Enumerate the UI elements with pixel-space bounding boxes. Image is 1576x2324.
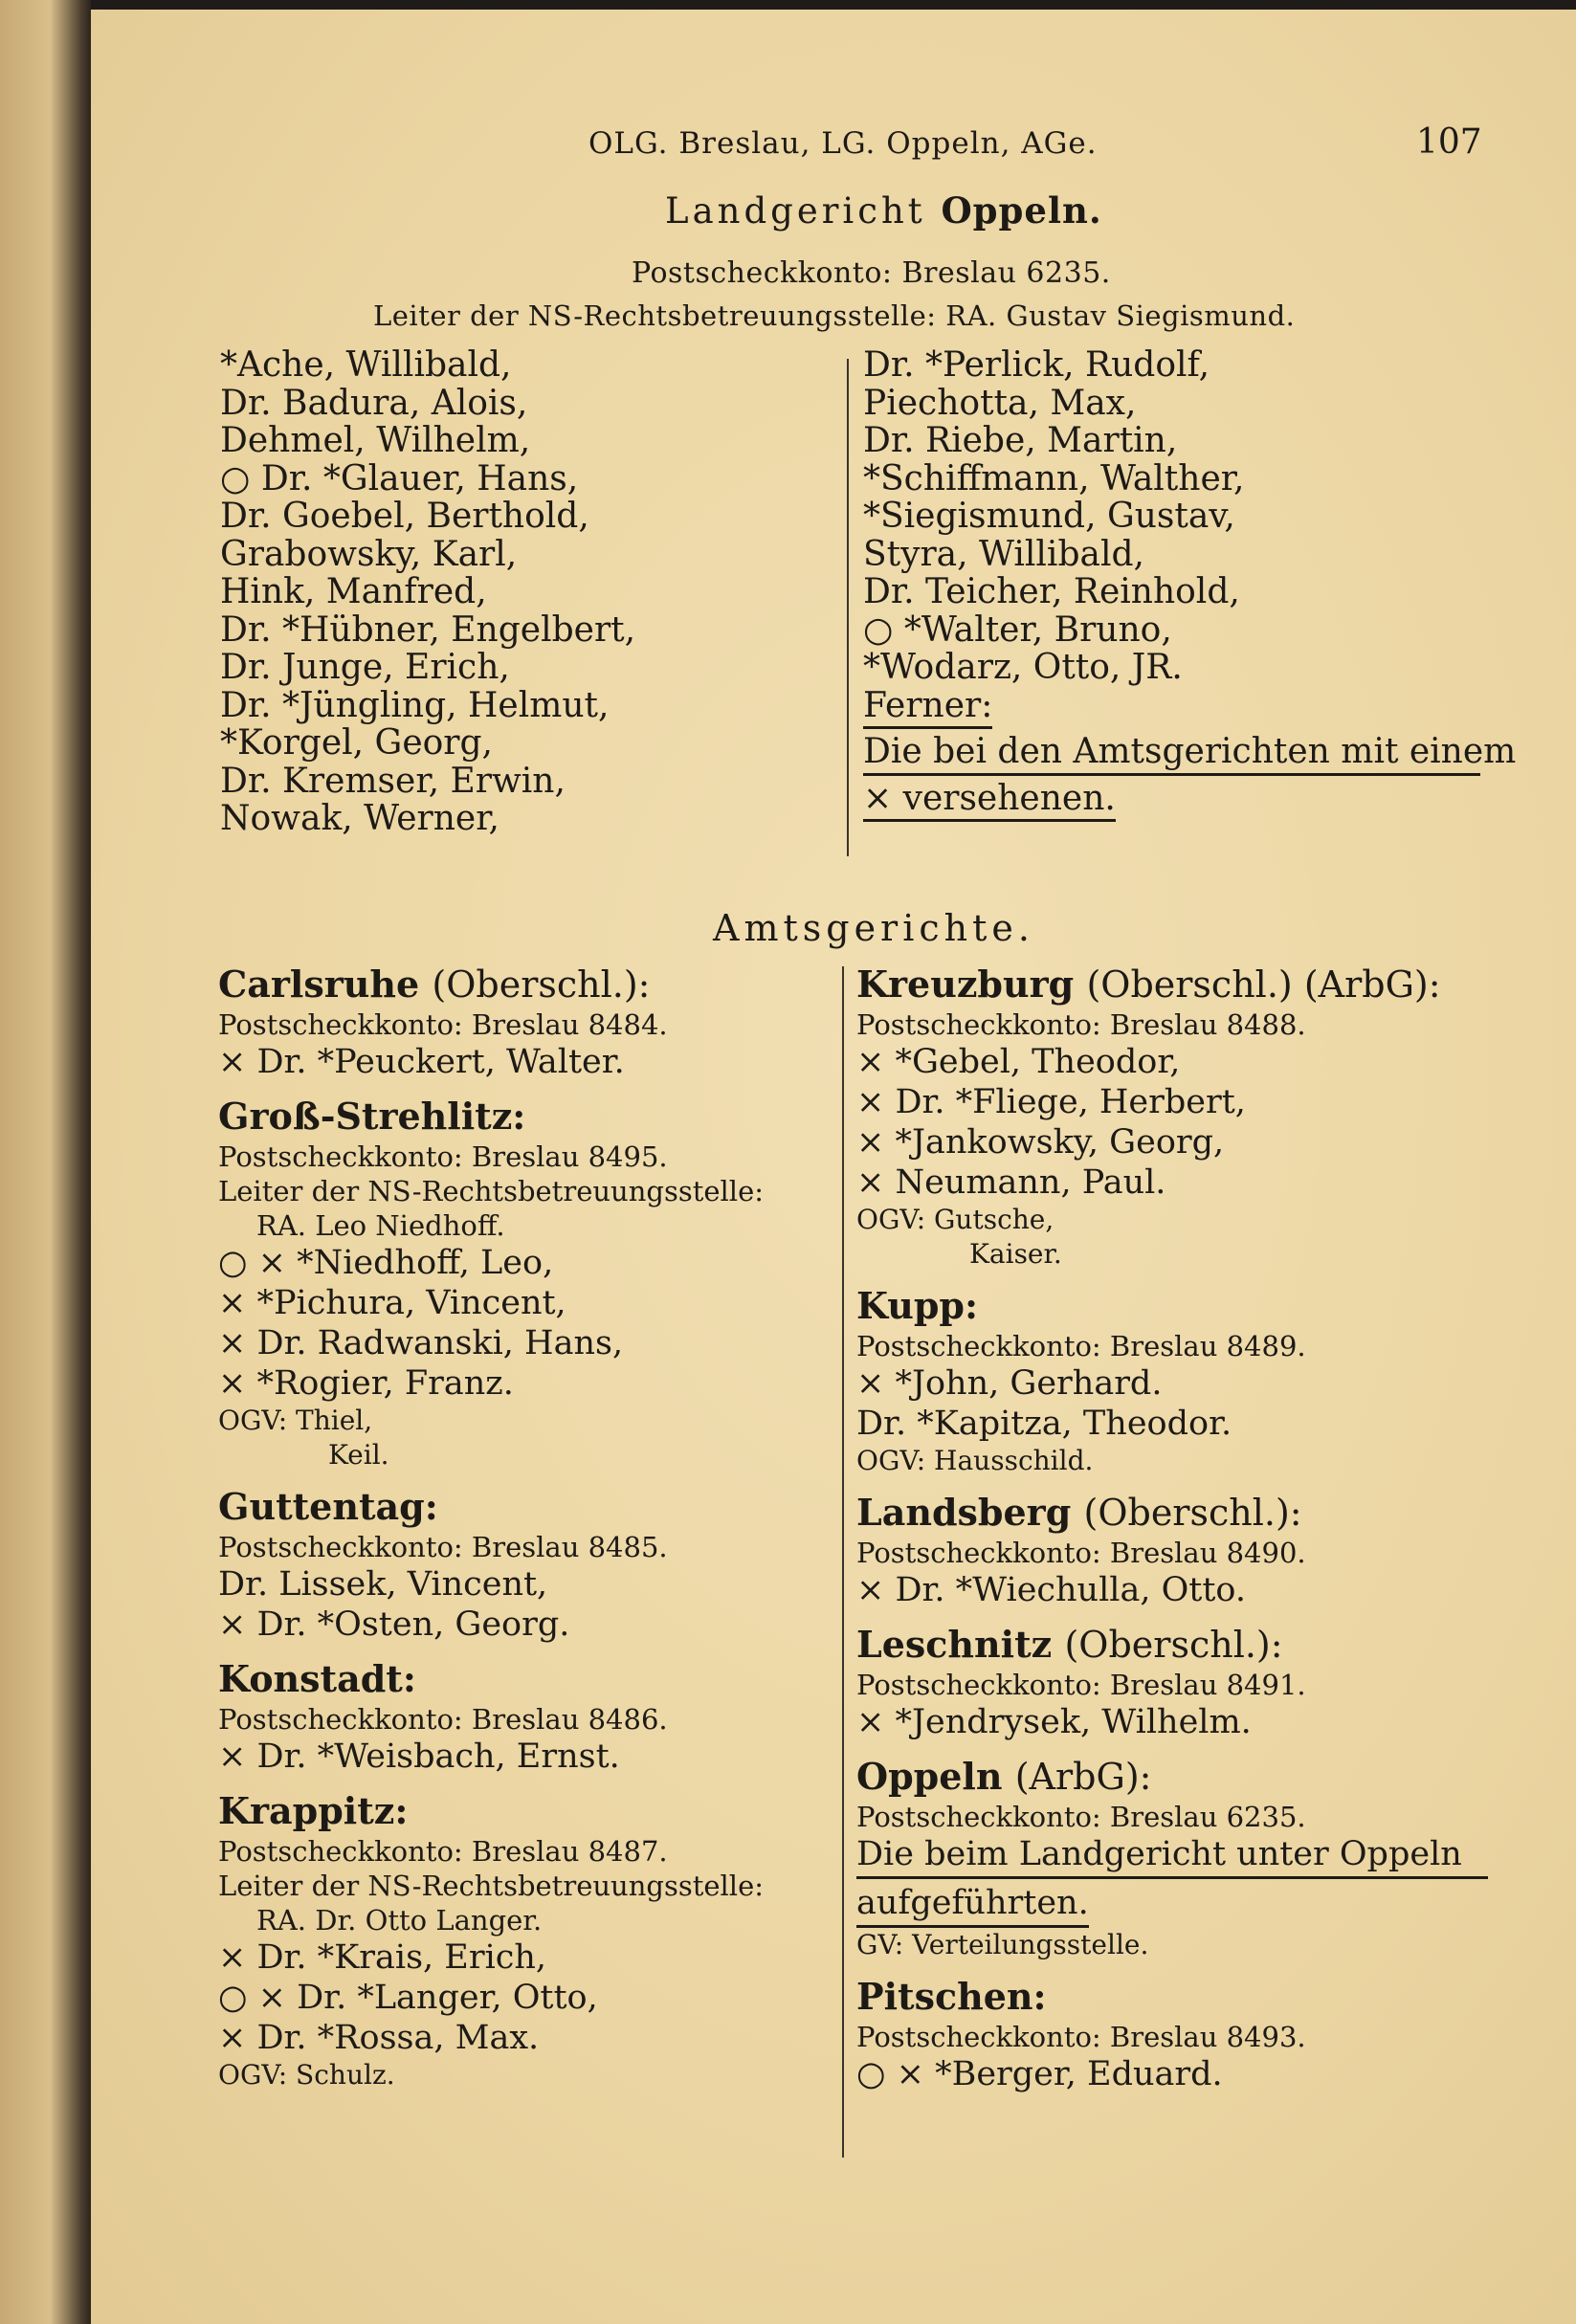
- court-name: Guttentag:: [218, 1485, 438, 1528]
- list-item: Dr. Lissek, Vincent,: [218, 1565, 548, 1604]
- landgericht-title-place: Oppeln.: [941, 189, 1102, 232]
- landgericht-right-column: [863, 345, 1517, 822]
- list-item: ○ Dr. *Glauer, Hans,: [220, 458, 579, 498]
- column-divider: [842, 966, 844, 2158]
- list-item: × Dr. *Rossa, Max.: [218, 2019, 540, 2057]
- postscheck: Postscheckkonto: Breslau 8486.: [218, 1703, 668, 1736]
- oppeln-note-line-2: aufgeführten.: [856, 1883, 1089, 1928]
- amtsgerichte-title: Amtsgerichte.: [713, 907, 1034, 949]
- court-name: Kreuzburg: [856, 963, 1075, 1006]
- list-item: Dr. Kremser, Erwin,: [220, 761, 566, 801]
- ogv: OGV: Thiel,: [218, 1405, 373, 1436]
- ogv-continued: Kaiser.: [969, 1238, 1062, 1270]
- list-item: × *Rogier, Franz.: [218, 1364, 514, 1403]
- court-oppeln: [856, 1754, 1488, 1800]
- list-item: × Dr. *Krais, Erich,: [218, 1938, 547, 1977]
- list-item: × Dr. Radwanski, Hans,: [218, 1324, 624, 1362]
- list-item: *Schiffmann, Walther,: [863, 458, 1245, 498]
- oppeln-note-line-1: Die beim Landgericht unter Oppeln: [856, 1834, 1488, 1879]
- landgericht-title: [665, 189, 1102, 232]
- ogv: OGV: Hausschild.: [856, 1445, 1094, 1476]
- postscheck: Postscheckkonto: Breslau 8490.: [856, 1537, 1306, 1569]
- court-name: Landsberg: [856, 1491, 1072, 1534]
- list-item: *Korgel, Georg,: [220, 723, 493, 763]
- list-item: ○ × Dr. *Langer, Otto,: [218, 1979, 598, 2017]
- court-pitschen: [856, 1974, 1488, 2020]
- postscheck: Postscheckkonto: Breslau 6235.: [856, 1801, 1306, 1833]
- list-item: Dr. *Hübner, Engelbert,: [220, 609, 636, 650]
- postscheck: Postscheckkonto: Breslau 8489.: [856, 1330, 1306, 1362]
- ferner-line-2: × versehenen.: [863, 780, 1116, 823]
- list-item: Dr. Goebel, Berthold,: [220, 497, 589, 536]
- list-item: Nowak, Werner,: [220, 799, 499, 838]
- court-carlsruhe: [218, 962, 840, 1007]
- list-item: × *Jankowsky, Georg,: [856, 1123, 1225, 1162]
- court-krappitz: [218, 1788, 840, 1834]
- list-item: × Neumann, Paul.: [856, 1163, 1166, 1202]
- list-item: × Dr. *Fliege, Herbert,: [856, 1083, 1246, 1121]
- book-gutter: [0, 0, 91, 2324]
- postscheck: Postscheckkonto: Breslau 8485.: [218, 1531, 668, 1563]
- page-number: 107: [1416, 122, 1482, 162]
- court-name: Konstadt:: [218, 1657, 416, 1700]
- list-item: *Ache, Willibald,: [220, 345, 512, 385]
- leiter-name: RA. Leo Niedhoff.: [256, 1209, 505, 1242]
- court-name: Leschnitz: [856, 1623, 1053, 1666]
- court-konstadt: [218, 1656, 840, 1702]
- landgericht-left-column: [220, 346, 635, 838]
- leiter-name: RA. Dr. Otto Langer.: [256, 1904, 543, 1937]
- amtsgerichte-left-column: [218, 950, 840, 2092]
- list-item: Dr. Riebe, Martin,: [863, 421, 1178, 460]
- oppeln-note-line-2-wrap: [856, 1883, 1488, 1928]
- court-location: (ArbG):: [1014, 1756, 1152, 1798]
- postscheck: Postscheckkonto: Breslau 8488.: [856, 1008, 1306, 1041]
- ferner-label: [863, 687, 1480, 730]
- list-item: Dr. Badura, Alois,: [220, 383, 528, 423]
- court-location: (Oberschl.) (ArbG):: [1086, 963, 1441, 1006]
- postscheck: Postscheckkonto: Breslau 8491.: [856, 1669, 1306, 1701]
- landgericht-leiter: Leiter der NS-Rechtsbetreuungsstelle: RA. Gustav Siegismund.: [373, 299, 1296, 332]
- court-guttentag: [218, 1484, 840, 1530]
- ferner-text: Ferner:: [863, 687, 992, 730]
- gv: GV: Verteilungsstelle.: [856, 1929, 1149, 1960]
- court-name: Krappitz:: [218, 1789, 409, 1832]
- court-name: Pitschen:: [856, 1975, 1047, 2018]
- list-item: ○ × *Berger, Eduard.: [856, 2055, 1223, 2093]
- list-item: × Dr. *Osten, Georg.: [218, 1605, 570, 1644]
- court-location: (Oberschl.):: [1064, 1624, 1283, 1666]
- court-kreuzburg: [856, 962, 1488, 1007]
- landgericht-title-prefix: Landgericht: [665, 190, 926, 232]
- list-item: Piechotta, Max,: [863, 383, 1137, 423]
- court-leschnitz: [856, 1622, 1488, 1668]
- list-item: Dr. *Kapitza, Theodor.: [856, 1405, 1232, 1443]
- ogv: OGV: Schulz.: [218, 2059, 395, 2091]
- court-location: (Oberschl.):: [1083, 1492, 1302, 1534]
- list-item: *Siegismund, Gustav,: [863, 497, 1235, 536]
- court-name: Groß-Strehlitz:: [218, 1095, 526, 1138]
- court-gross-strehlitz: [218, 1094, 840, 1140]
- list-item: Dr. Junge, Erich,: [220, 648, 510, 687]
- court-kupp: [856, 1283, 1488, 1329]
- list-item: Hink, Manfred,: [220, 572, 487, 611]
- leiter: Leiter der NS-Rechtsbetreuungsstelle:: [218, 1870, 765, 1902]
- list-item: × Dr. *Weisbach, Ernst.: [218, 1737, 620, 1776]
- list-item: × Dr. *Peuckert, Walter.: [218, 1043, 625, 1081]
- list-item: Dr. *Jüngling, Helmut,: [220, 685, 610, 725]
- postscheck: Postscheckkonto: Breslau 8484.: [218, 1008, 668, 1041]
- court-name: Carlsruhe: [218, 963, 420, 1006]
- list-item: ○ × *Niedhoff, Leo,: [218, 1244, 554, 1282]
- amtsgerichte-right-column: [856, 950, 1488, 2094]
- postscheck: Postscheckkonto: Breslau 8495.: [218, 1140, 668, 1173]
- postscheck: Postscheckkonto: Breslau 8487.: [218, 1835, 668, 1868]
- list-item: × Dr. *Wiechulla, Otto.: [856, 1571, 1247, 1609]
- landgericht-postscheck: Postscheckkonto: Breslau 6235.: [632, 256, 1111, 290]
- list-item: Dr. Teicher, Reinhold,: [863, 572, 1240, 611]
- column-divider: [847, 359, 849, 856]
- list-item: × *Jendrysek, Wilhelm.: [856, 1703, 1252, 1741]
- court-name: Kupp:: [856, 1284, 978, 1327]
- leiter: Leiter der NS-Rechtsbetreuungsstelle:: [218, 1175, 765, 1207]
- running-header: OLG. Breslau, LG. Oppeln, AGe.: [588, 126, 1098, 161]
- list-item: × *John, Gerhard.: [856, 1364, 1163, 1403]
- list-item: Grabowsky, Karl,: [220, 534, 518, 574]
- court-location: (Oberschl.):: [432, 963, 651, 1006]
- ferner-line-2-wrap: [863, 780, 1480, 823]
- ogv-continued: Keil.: [328, 1439, 389, 1471]
- list-item: Styra, Willibald,: [863, 534, 1144, 574]
- postscheck: Postscheckkonto: Breslau 8493.: [856, 2021, 1306, 2053]
- list-item: × *Pichura, Vincent,: [218, 1284, 566, 1322]
- ferner-line-1: Die bei den Amtsgerichten mit einem: [863, 733, 1480, 776]
- list-item: × *Gebel, Theodor,: [856, 1043, 1181, 1081]
- list-item: ○ *Walter, Bruno,: [863, 609, 1172, 650]
- list-item: Dehmel, Wilhelm,: [220, 421, 531, 460]
- list-item: *Wodarz, Otto, JR.: [863, 648, 1183, 687]
- ogv: OGV: Gutsche,: [856, 1204, 1054, 1235]
- court-name: Oppeln: [856, 1755, 1003, 1798]
- list-item: Dr. *Perlick, Rudolf,: [863, 345, 1210, 385]
- court-landsberg: [856, 1490, 1488, 1536]
